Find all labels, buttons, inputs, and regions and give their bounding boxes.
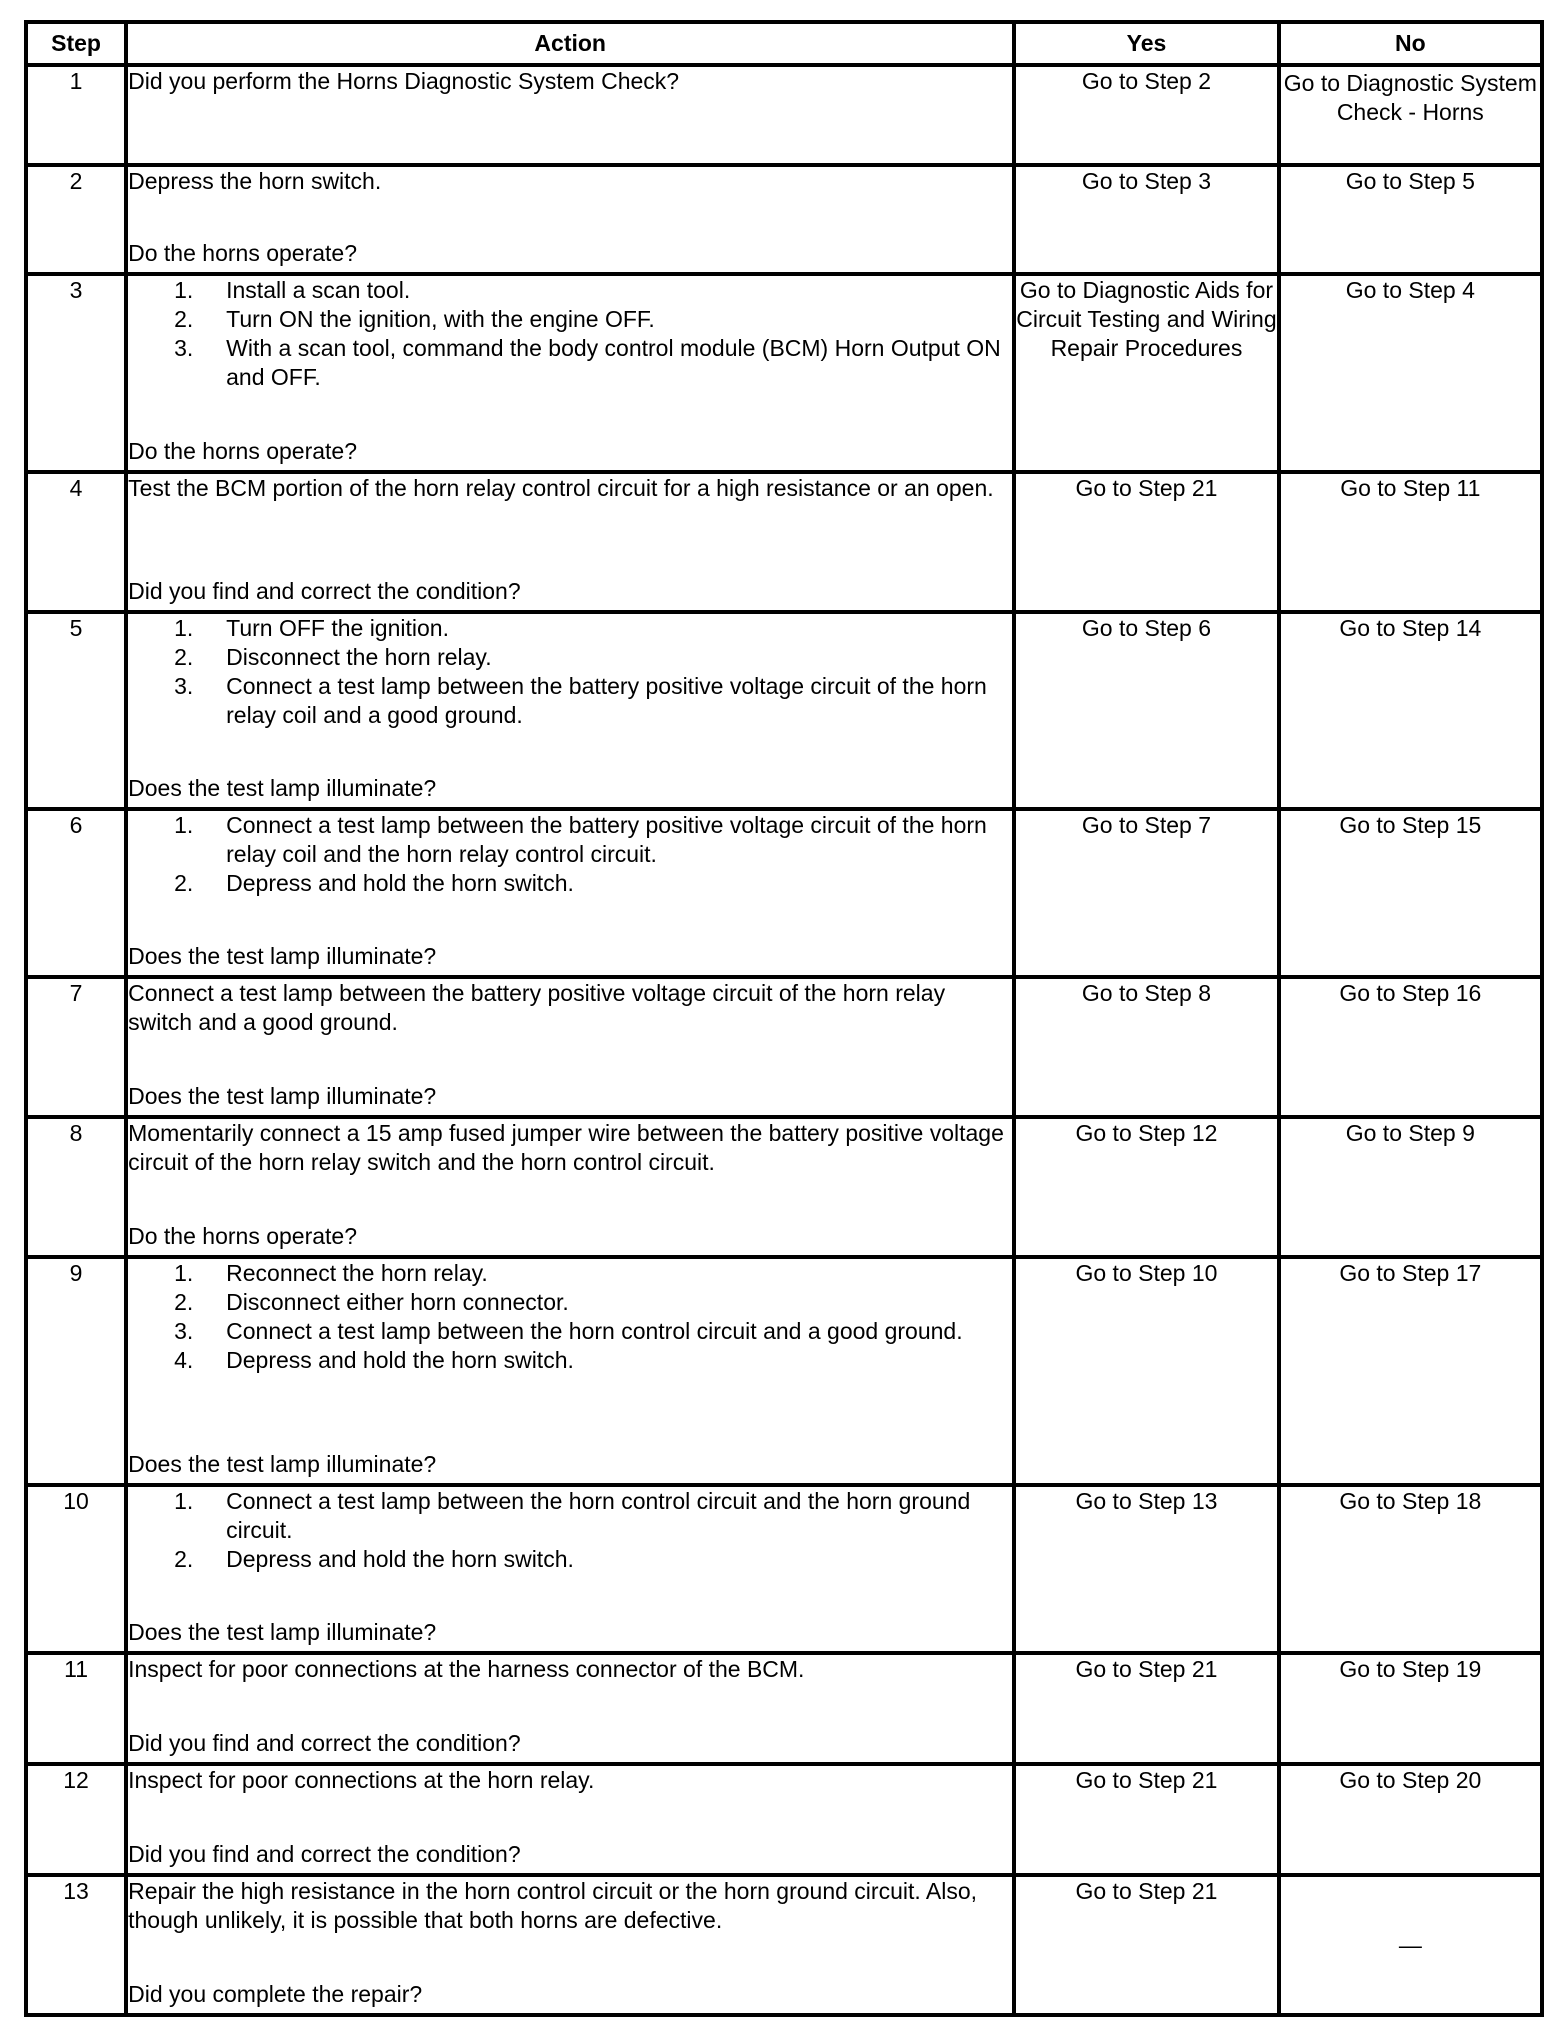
- no-result: Go to Step 15: [1279, 809, 1542, 977]
- action-cell: [126, 977, 1014, 1117]
- action-cell: [126, 809, 1014, 977]
- action-instruction: Momentarily connect a 15 amp fused jumper wire between the battery positive voltage circuit of the horn relay switch and the horn control circuit.: [128, 1120, 1004, 1175]
- step-number: 4: [26, 472, 126, 612]
- procedure-list: [128, 811, 1012, 898]
- step-number: 9: [26, 1257, 126, 1485]
- step-number: 5: [26, 612, 126, 809]
- action-cell: [126, 274, 1014, 472]
- no-result: Go to Step 14: [1279, 612, 1542, 809]
- yes-result: Go to Step 8: [1014, 977, 1278, 1117]
- action-question: Did you complete the repair?: [128, 1981, 423, 2007]
- procedure-item-text: Install a scan tool.: [226, 277, 411, 303]
- procedure-item-text: Turn OFF the ignition.: [226, 615, 449, 641]
- procedure-item: [174, 1545, 1012, 1574]
- procedure-item-number: 3.: [174, 1318, 194, 1344]
- diagnostic-table: [24, 20, 1544, 2017]
- procedure-item: [174, 1487, 1012, 1545]
- table-row: [26, 1117, 1542, 1257]
- procedure-item: [174, 869, 1012, 898]
- step-number: 1: [26, 65, 126, 165]
- procedure-item-text: Disconnect either horn connector.: [226, 1289, 569, 1315]
- action-instruction: Did you perform the Horns Diagnostic System Check?: [128, 68, 680, 94]
- step-number: 7: [26, 977, 126, 1117]
- no-result: —: [1279, 1875, 1542, 2015]
- procedure-item-number: 2.: [174, 1546, 194, 1572]
- table-row: [26, 65, 1542, 165]
- action-cell: [126, 1257, 1014, 1485]
- action-cell: [126, 1653, 1014, 1764]
- action-question: Does the test lamp illuminate?: [128, 1083, 437, 1109]
- no-result: Go to Step 11: [1279, 472, 1542, 612]
- procedure-item-number: 1.: [174, 1260, 194, 1286]
- header-yes: Yes: [1014, 22, 1278, 65]
- procedure-list: [128, 1259, 1012, 1375]
- table-row: [26, 1485, 1542, 1653]
- yes-result: Go to Diagnostic Aids for Circuit Testing and Wiring Repair Procedures: [1014, 274, 1278, 472]
- table-row: [26, 472, 1542, 612]
- step-number: 3: [26, 274, 126, 472]
- table-row: [26, 809, 1542, 977]
- step-number: 8: [26, 1117, 126, 1257]
- procedure-item-text: Depress and hold the horn switch.: [226, 870, 574, 896]
- procedure-item-text: Connect a test lamp between the battery positive voltage circuit of the horn relay coil and a good ground.: [226, 673, 987, 728]
- action-instruction: Test the BCM portion of the horn relay control circuit for a high resistance or an open.: [128, 475, 994, 501]
- header-row: [26, 22, 1542, 65]
- procedure-item-number: 1.: [174, 812, 194, 838]
- action-cell: [126, 472, 1014, 612]
- procedure-item: [174, 614, 1012, 643]
- procedure-item-number: 2.: [174, 306, 194, 332]
- step-number: 13: [26, 1875, 126, 2015]
- action-cell: [126, 165, 1014, 274]
- procedure-item: [174, 1288, 1012, 1317]
- procedure-item-text: Disconnect the horn relay.: [226, 644, 492, 670]
- procedure-item-number: 1.: [174, 1488, 194, 1514]
- procedure-item-text: Connect a test lamp between the horn control circuit and a good ground.: [226, 1318, 963, 1344]
- header-action: Action: [126, 22, 1014, 65]
- yes-result: Go to Step 7: [1014, 809, 1278, 977]
- yes-result: Go to Step 6: [1014, 612, 1278, 809]
- table-row: [26, 1764, 1542, 1875]
- action-instruction: Connect a test lamp between the battery positive voltage circuit of the horn relay switch and a good ground.: [128, 980, 946, 1035]
- no-result: Go to Step 9: [1279, 1117, 1542, 1257]
- procedure-item: [174, 305, 1012, 334]
- procedure-item: [174, 811, 1012, 869]
- no-result: Go to Step 16: [1279, 977, 1542, 1117]
- procedure-item-number: 4.: [174, 1347, 194, 1373]
- yes-result: Go to Step 10: [1014, 1257, 1278, 1485]
- procedure-item-text: With a scan tool, command the body control module (BCM) Horn Output ON and OFF.: [226, 335, 1001, 390]
- no-result: Go to Step 18: [1279, 1485, 1542, 1653]
- action-question: Did you find and correct the condition?: [128, 1841, 521, 1867]
- action-question: Do the horns operate?: [128, 1223, 358, 1249]
- procedure-list: [128, 614, 1012, 730]
- procedure-list: [128, 276, 1012, 392]
- table-row: [26, 977, 1542, 1117]
- procedure-item: [174, 1259, 1012, 1288]
- table-row: [26, 612, 1542, 809]
- action-instruction: Inspect for poor connections at the horn relay.: [128, 1767, 595, 1793]
- procedure-item: [174, 276, 1012, 305]
- procedure-item: [174, 1317, 1012, 1346]
- procedure-item-text: Reconnect the horn relay.: [226, 1260, 488, 1286]
- action-cell: [126, 65, 1014, 165]
- yes-result: Go to Step 21: [1014, 1764, 1278, 1875]
- table-row: [26, 274, 1542, 472]
- step-number: 12: [26, 1764, 126, 1875]
- no-result: Go to Diagnostic System Check - Horns: [1279, 65, 1542, 165]
- header-no: No: [1279, 22, 1542, 65]
- action-question: Do the horns operate?: [128, 240, 358, 266]
- table-row: [26, 1653, 1542, 1764]
- procedure-item-number: 1.: [174, 615, 194, 641]
- step-number: 10: [26, 1485, 126, 1653]
- procedure-item: [174, 643, 1012, 672]
- yes-result: Go to Step 13: [1014, 1485, 1278, 1653]
- procedure-item-text: Connect a test lamp between the horn control circuit and the horn ground circuit.: [226, 1488, 971, 1543]
- procedure-item-number: 2.: [174, 1289, 194, 1315]
- action-question: Did you find and correct the condition?: [128, 1730, 521, 1756]
- procedure-item-text: Depress and hold the horn switch.: [226, 1347, 574, 1373]
- yes-result: Go to Step 3: [1014, 165, 1278, 274]
- procedure-item: [174, 1346, 1012, 1375]
- action-instruction: Repair the high resistance in the horn control circuit or the horn ground circuit. Also, though unlikely, it is possible that both horns are defective.: [128, 1878, 978, 1933]
- no-result: Go to Step 20: [1279, 1764, 1542, 1875]
- step-number: 6: [26, 809, 126, 977]
- no-result: Go to Step 17: [1279, 1257, 1542, 1485]
- yes-result: Go to Step 12: [1014, 1117, 1278, 1257]
- table-row: [26, 1875, 1542, 2015]
- procedure-item: [174, 334, 1012, 392]
- action-cell: [126, 1875, 1014, 2015]
- header-step: Step: [26, 22, 126, 65]
- procedure-item-number: 1.: [174, 277, 194, 303]
- table-row: [26, 1257, 1542, 1485]
- action-cell: [126, 1117, 1014, 1257]
- action-question: Do the horns operate?: [128, 438, 358, 464]
- action-question: Does the test lamp illuminate?: [128, 1619, 437, 1645]
- no-result: Go to Step 5: [1279, 165, 1542, 274]
- procedure-item-number: 3.: [174, 673, 194, 699]
- action-cell: [126, 1764, 1014, 1875]
- action-instruction: Depress the horn switch.: [128, 168, 382, 194]
- action-question: Did you find and correct the condition?: [128, 578, 521, 604]
- step-number: 11: [26, 1653, 126, 1764]
- procedure-list: [128, 1487, 1012, 1574]
- action-question: Does the test lamp illuminate?: [128, 943, 437, 969]
- procedure-item-text: Depress and hold the horn switch.: [226, 1546, 574, 1572]
- procedure-item: [174, 672, 1012, 730]
- step-number: 2: [26, 165, 126, 274]
- procedure-item-text: Turn ON the ignition, with the engine OFF.: [226, 306, 655, 332]
- yes-result: Go to Step 21: [1014, 472, 1278, 612]
- procedure-item-number: 2.: [174, 644, 194, 670]
- yes-result: Go to Step 21: [1014, 1653, 1278, 1764]
- procedure-item-number: 3.: [174, 335, 194, 361]
- action-question: Does the test lamp illuminate?: [128, 1451, 437, 1477]
- action-question: Does the test lamp illuminate?: [128, 775, 437, 801]
- action-cell: [126, 1485, 1014, 1653]
- no-result: Go to Step 19: [1279, 1653, 1542, 1764]
- yes-result: Go to Step 2: [1014, 65, 1278, 165]
- yes-result: Go to Step 21: [1014, 1875, 1278, 2015]
- table-row: [26, 165, 1542, 274]
- no-result: Go to Step 4: [1279, 274, 1542, 472]
- action-cell: [126, 612, 1014, 809]
- action-instruction: Inspect for poor connections at the harness connector of the BCM.: [128, 1656, 805, 1682]
- procedure-item-text: Connect a test lamp between the battery positive voltage circuit of the horn relay coil and the horn relay control circuit.: [226, 812, 987, 867]
- procedure-item-number: 2.: [174, 870, 194, 896]
